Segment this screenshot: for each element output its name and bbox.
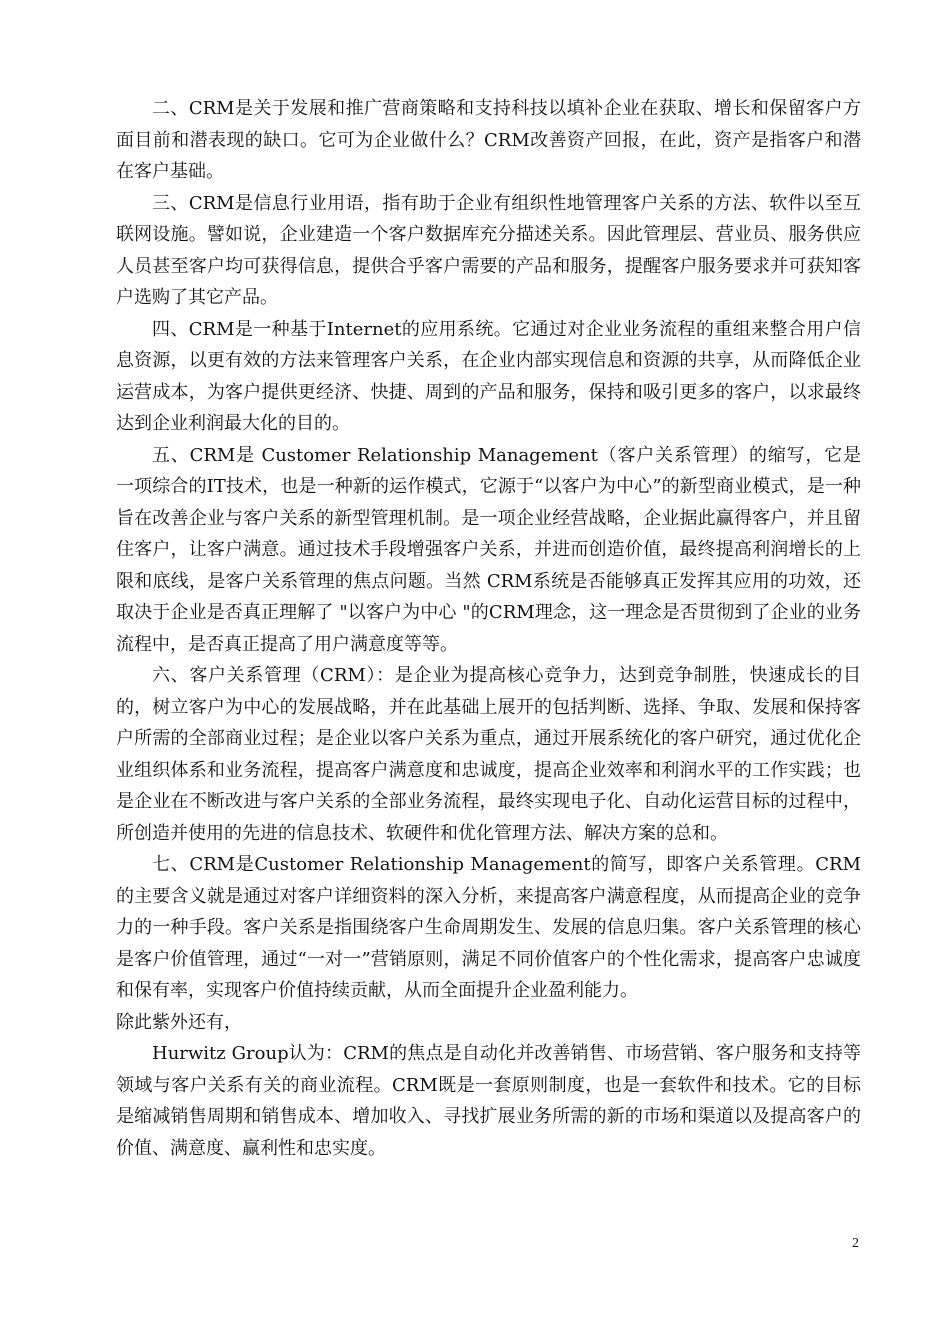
- paragraph-hurwitz: Hurwitz Group认为：CRM的焦点是自动化并改善销售、市场营销、客户服务和支持等领域与客户关系有关的商业流程。CRM既是一套原则制度，也是一套软件和技术。它的目标是缩减销售周期和销售成本、增加收入、寻找扩展业务所需的新的市场和渠道以及提高客户的价值、满意度、赢利性和忠实度。: [116, 1043, 861, 1159]
- page-number: 2: [852, 1236, 859, 1251]
- paragraph-5: 五、CRM是 Customer Relationship Management（客户关系管理）的缩写，它是一项综合的IT技术，也是一种新的运作模式，它源于“以客户为中心”的新型商业模式，是一种旨在改善企业与客户关系的新型管理机制。是一项企业经营战略，企业据此赢得客户，并且留住客户，让客户满意。通过技术手段增强客户关系，并进而创造价值，最终提高利润增长的上限和底线，是客户关系管理的焦点问题。当然 CRM系统是否能够真正发挥其应用的功效，还取决于企业是否真正理解了 "以客户为中心 "的CRM理念，这一理念是否贯彻到了企业的业务流程中，是否真正提高了用户满意度等等。: [116, 444, 861, 655]
- paragraph-2: 二、CRM是关于发展和推广营商策略和支持科技以填补企业在获取、增长和保留客户方面目前和潜表现的缺口。它可为企业做什么？CRM改善资产回报，在此，资产是指客户和潜在客户基础。: [116, 98, 861, 182]
- paragraph-additional: 除此紫外还有，: [116, 1011, 242, 1033]
- paragraph-7: 七、CRM是Customer Relationship Management的简写，即客户关系管理。CRM的主要含义就是通过对客户详细资料的深入分析，来提高客户满意程度，从而提高企业的竞争力的一种手段。客户关系是指围绕客户生命周期发生、发展的信息归集。客户关系管理的核心是客户价值管理，通过“一对一”营销原则，满足不同价值客户的个性化需求，提高客户忠诚度和保有率，实现客户价值持续贡献，从而全面提升企业盈利能力。: [116, 854, 861, 1001]
- paragraph-6: 六、客户关系管理（CRM）：是企业为提高核心竞争力，达到竞争制胜，快速成长的目的，树立客户为中心的发展战略，并在此基础上展开的包括判断、选择、争取、发展和保持客户所需的全部商业过程；是企业以客户关系为重点，通过开展系统化的客户研究，通过优化企业组织体系和业务流程，提高客户满意度和忠诚度，提高企业效率和利润水平的工作实践；也是企业在不断改进与客户关系的全部业务流程，最终实现电子化、自动化运营目标的过程中，所创造并使用的先进的信息技术、软硬件和优化管理方法、解决方案的总和。: [116, 665, 861, 844]
- paragraph-4: 四、CRM是一种基于Internet的应用系统。它通过对企业业务流程的重组来整合用户信息资源，以更有效的方法来管理客户关系，在企业内部实现信息和资源的共享，从而降低企业运营成本，为客户提供更经济、快捷、周到的产品和服务，保持和吸引更多的客户，以求最终达到企业利润最大化的目的。: [116, 318, 861, 434]
- paragraph-3: 三、CRM是信息行业用语，指有助于企业有组织性地管理客户关系的方法、软件以至互联网设施。譬如说，企业建造一个客户数据库充分描述关系。因此管理层、营业员、服务供应人员甚至客户均可获得信息，提供合乎客户需要的产品和服务，提醒客户服务要求并可获知客户选购了其它产品。: [116, 192, 861, 308]
- document-body: [116, 93, 861, 1164]
